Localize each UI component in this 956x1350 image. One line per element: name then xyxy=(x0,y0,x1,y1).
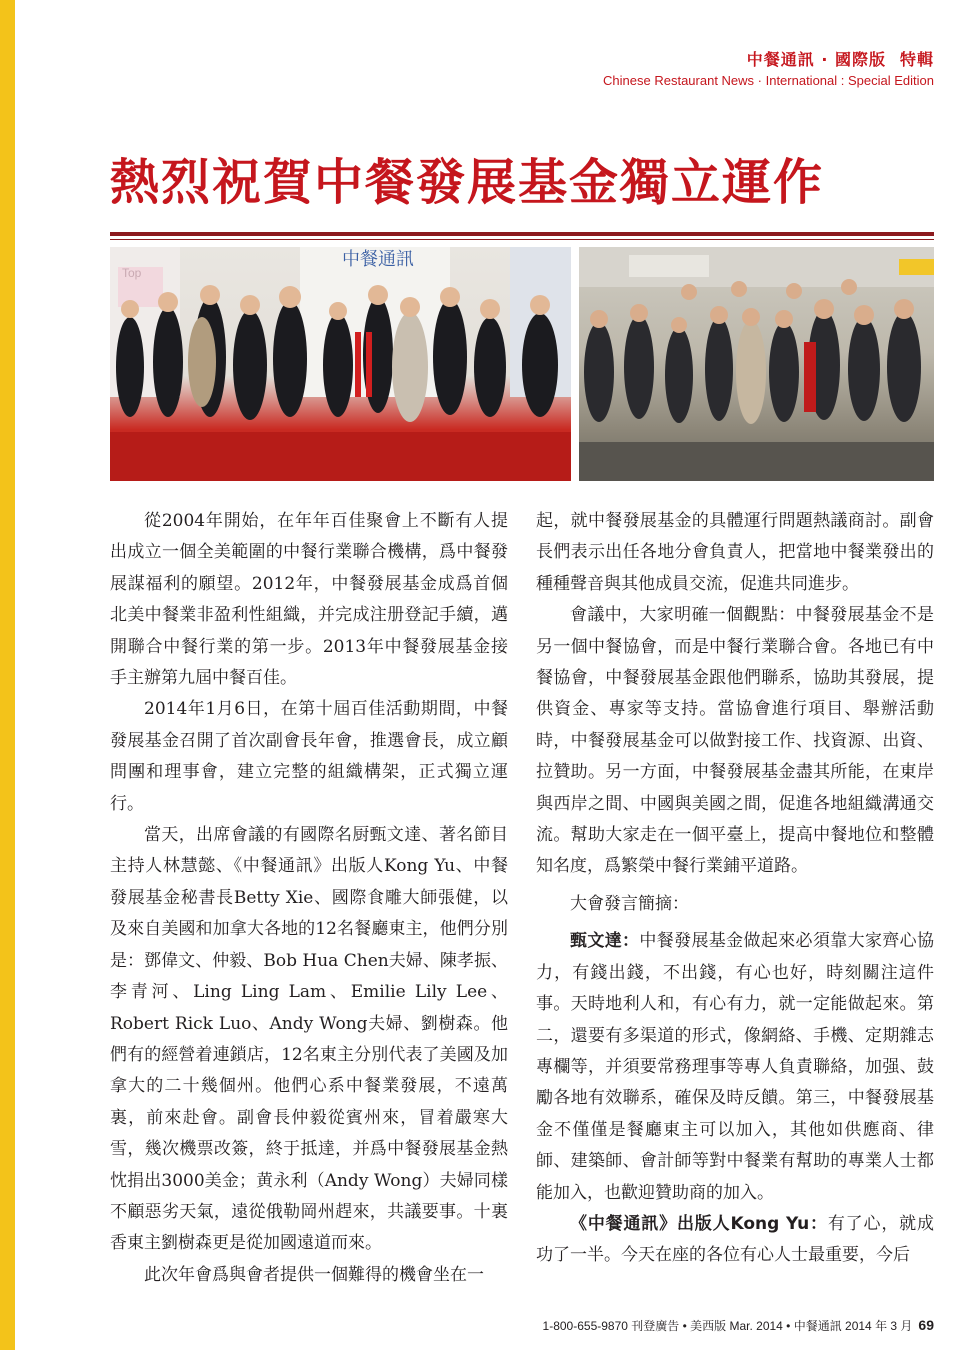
article-column-left xyxy=(110,506,508,1291)
article-column-right xyxy=(536,506,934,1272)
body-paragraph: 從2004年開始，在年年百佳聚會上不斷有人提出成立一個全美範圍的中餐行業聯合機構，爲中餐發展謀福利的願望。2012年，中餐發展基金成爲首個北美中餐業非盈利性組織，并完成注册登記手續，邁開聯合中餐行業的第一步。2013年中餐發展基金接手主辦第九屆中餐百佳。 xyxy=(110,511,508,689)
speech-subhead: 大會發言簡摘： xyxy=(570,893,689,914)
body-paragraph: 2014年1月6日，在第十屆百佳活動期間，中餐發展基金召開了首次副會長年會，推選會長，成立顧問團和理事會，建立完整的組織構架，正式獨立運行。 xyxy=(110,699,508,814)
body-paragraph: 此次年會爲與會者提供一個難得的機會坐在一 xyxy=(144,1264,484,1285)
body-paragraph-continuation: 起，就中餐發展基金的具體運行問題熱議商討。副會長們表示出任各地分會負責人，把當地中餐業發出的種種聲音與其他成員交流，促進共同進步。 xyxy=(536,511,934,594)
section-subtitle: Chinese Restaurant News · International : Special Edition xyxy=(603,73,934,88)
speech-text: 有了心，就成功了一半。今天在座的各位有心人士最重要，今后 xyxy=(536,1213,934,1266)
headline-thin-rule xyxy=(110,239,934,240)
section-tag: 特輯 xyxy=(899,50,934,69)
section-title-text: 中餐通訊 · 國際版 xyxy=(746,50,886,69)
banner-logo-text: 中餐通訊 xyxy=(342,249,414,270)
footer-text: 1-800-655-9870 刊登廣告 • 美西版 Mar. 2014 • 中餐通訊 2014 年 3 月 xyxy=(542,1319,913,1333)
group-photo-left xyxy=(110,247,571,481)
group-photo-right xyxy=(579,247,934,481)
speaker-name: 甄文達： xyxy=(570,931,640,952)
headline-rule xyxy=(110,232,934,236)
section-header xyxy=(603,50,934,89)
speaker-name: 《中餐通訊》出版人Kong Yu： xyxy=(570,1213,828,1234)
speech-paragraph xyxy=(536,926,934,1209)
banner-side-text: Top xyxy=(122,266,142,280)
speech-paragraph xyxy=(536,1209,934,1272)
yellow-edge-band xyxy=(0,0,15,1350)
body-paragraph: 當天，出席會議的有國際名厨甄文達、著名節目主持人林慧懿、《中餐通訊》出版人Kong Yu、中餐發展基金秘書長Betty Xie、國際食雕大師張健，以及來自美國和加拿大各地的12名餐廳東主，他們分別是：鄧偉文、仲毅、Bob Hua Chen夫婦、陳孝振、李青河、Ling Ling Lam、Emilie Lily Lee、Robert Rick Luo、Andy Wong夫婦、劉樹森。他們有的經營着連鎖店，12名東主分別代表了美國及加拿大的二十幾個州。他們心系中餐業發展，不遠萬裏，前來赴會。副會長仲毅從賓州來，冒着嚴寒大雪，幾次機票改簽，終于抵達，并爲中餐發展基金熱忱捐出3000美金；黄永利（Andy Wong）夫婦同樣不顧惡劣天氣，遠從俄勒岡州趕來，共議要事。十裏香東主劉樹森更是從加國遠道而來。 xyxy=(110,825,508,1254)
section-title xyxy=(603,50,934,70)
group-photo-left-figures xyxy=(110,247,571,481)
speech-text: 中餐發展基金做起來必須靠大家齊心協力，有錢出錢，不出錢，有心也好，時刻關注這件事。天時地利人和，有心有力，就一定能做起來。第二，還要有多渠道的形式，像網絡、手機、定期雜志專欄等，并須要常務理事等專人負責聯絡，加强、鼓勵各地有效聯系，確保及時反饋。第三，中餐發展基金不僅僅是餐廳東主可以加入，其他如供應商、律師、建築師、會計師等對中餐業有幫助的專業人士都能加入，也歡迎贊助商的加入。 xyxy=(536,931,935,1203)
page-footer xyxy=(543,1317,934,1334)
page-number: 69 xyxy=(918,1317,934,1333)
group-photo-right-figures xyxy=(579,247,934,481)
article-headline: 熱烈祝賀中餐發展基金獨立運作 xyxy=(110,153,825,211)
body-paragraph: 會議中，大家明確一個觀點：中餐發展基金不是另一個中餐協會，而是中餐行業聯合會。各地已有中餐協會，中餐發展基金跟他們聯系，協助其發展，提供資金、專家等支持。當協會進行項目、舉辦活動時，中餐發展基金可以做對接工作、找資源、出資、拉贊助。另一方面，中餐發展基金盡其所能，在東岸與西岸之間、中國與美國之間，促進各地組織溝通交流。幫助大家走在一個平臺上，提高中餐地位和整體知名度，爲繁榮中餐行業鋪平道路。 xyxy=(536,605,934,877)
